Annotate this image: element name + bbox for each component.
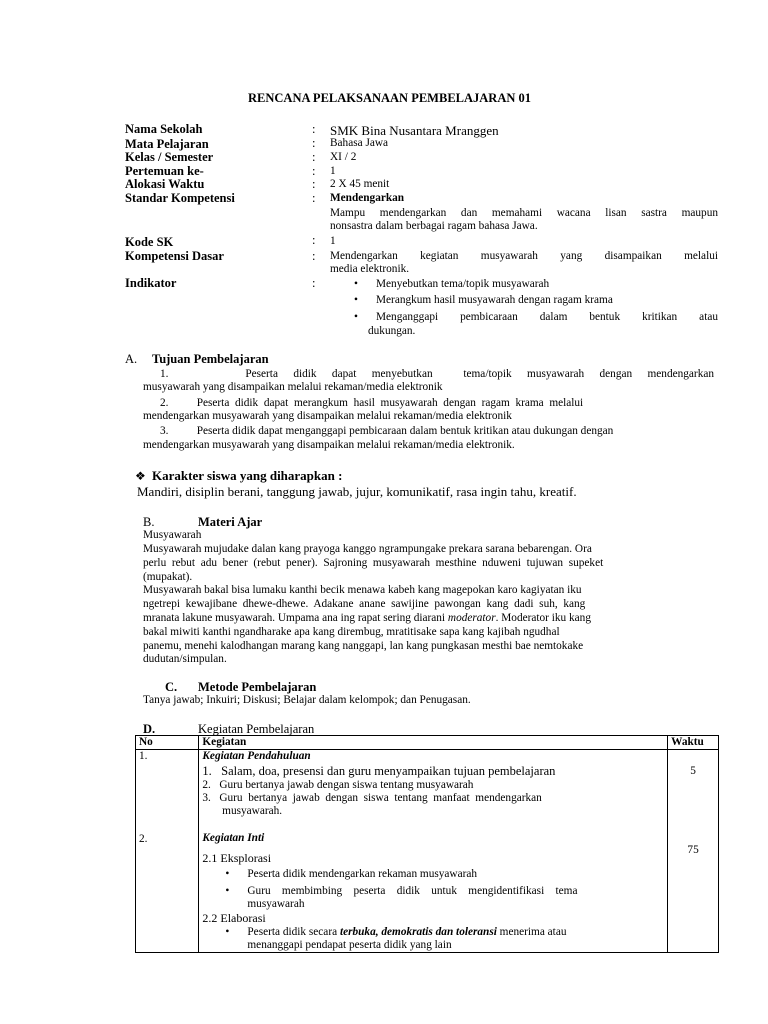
waktu-value: 75	[687, 844, 699, 856]
label-indikator: Indikator	[125, 276, 177, 290]
colon: :	[312, 233, 316, 247]
value-kode-sk: 1	[330, 235, 336, 247]
row-no-text: 1.	[139, 750, 148, 762]
colon: :	[312, 276, 316, 290]
label-pertemuan: Pertemuan ke-	[125, 164, 204, 178]
materi-line: ngetrepi kewajibane dhewe-dhewe. Adakane anane sawijine pawongan kang dadi suh, kang	[143, 598, 586, 610]
column-header-no: No	[136, 736, 199, 750]
label-kelas-semester: Kelas / Semester	[125, 150, 214, 164]
kegiatan-bullet-text: menerima atau	[496, 926, 567, 938]
kegiatan-item: musyawarah.	[202, 805, 283, 817]
section-letter: C.	[165, 680, 178, 694]
value-kelas-semester: XI / 2	[330, 151, 357, 163]
section-heading: Metode Pembelajaran	[198, 680, 317, 694]
kegiatan-title: Kegiatan Inti	[202, 832, 265, 844]
colon: :	[312, 150, 316, 164]
kegiatan-bullet-emphasis: terbuka, demokratis dan toleransi	[339, 926, 497, 938]
standar-kompetensi-detail: Mampu mendengarkan dan memahami wacana lisan sastra maupun	[330, 207, 718, 219]
tujuan-line: mendengarkan musyawarah yang disampaikan melalui rekaman/media elektronik	[143, 410, 512, 422]
colon: :	[312, 122, 316, 136]
colon: :	[312, 191, 316, 205]
row-kegiatan	[199, 750, 668, 953]
karakter-heading: Karakter siswa yang diharapkan :	[152, 468, 343, 483]
kegiatan-item: 2. Guru bertanya jawab dengan siswa tentang musyawarah	[202, 779, 474, 791]
section-letter: D.	[143, 722, 156, 736]
kegiatan-subheading: 2.2 Elaborasi	[202, 911, 266, 925]
materi-line: Musyawarah bakal bisa lumaku kanthi becik menawa kabeh kang magepokan karo kagiyatan iku	[143, 584, 582, 596]
waktu-value: 5	[690, 765, 696, 777]
tujuan-line: 3. Peserta didik dapat menganggapi pembicaraan dalam bentuk kritikan atau dukungan dengan	[160, 425, 614, 437]
kegiatan-item: 3. Guru bertanya jawab dengan siswa tentang manfaat mendengarkan	[202, 792, 542, 804]
kegiatan-bullet-text: Peserta didik mendengarkan rekaman musyawarah	[247, 868, 478, 880]
value-alokasi-waktu: 2 X 45 menit	[330, 178, 390, 190]
label-kode-sk: Kode SK	[125, 235, 174, 249]
kegiatan-bullet-cont: menanggapi pendapat peserta didik yang lain	[247, 939, 452, 951]
tujuan-line: musyawarah yang disampaikan melalui rekaman/media elektronik	[143, 381, 443, 393]
kegiatan-title: Kegiatan Pendahuluan	[202, 750, 311, 762]
kegiatan-bullet	[202, 885, 664, 898]
label-nama-sekolah: Nama Sekolah	[125, 122, 203, 136]
materi-line: Musyawarah mujudake dalan kang prayoga kanggo ngrampungake prekara sarana bebarengan. Ora	[143, 543, 592, 555]
row-no	[136, 750, 199, 953]
tujuan-line: mendengarkan musyawarah yang disampaikan melalui rekaman/media elektronik.	[143, 439, 515, 451]
colon: :	[312, 249, 316, 263]
kegiatan-table	[135, 735, 719, 953]
materi-subtitle: Musyawarah	[143, 529, 202, 541]
value-kompetensi-dasar: Mendengarkan kegiatan musyawarah yang disampaikan melalui	[330, 250, 718, 262]
value-mata-pelajaran: Bahasa Jawa	[330, 137, 389, 149]
colon: :	[312, 164, 316, 178]
table-header-row	[136, 736, 719, 750]
section-heading: Kegiatan Pembelajaran	[198, 722, 315, 736]
tujuan-line: 1. Peserta didik dapat menyebutkan tema/topik musyawarah dengan mendengarkan	[160, 368, 714, 380]
row-no-text: 2.	[139, 833, 148, 845]
karakter-text: Mandiri, disiplin berani, tanggung jawab, jujur, komunikatif, rasa ingin tahu, kreatif.	[137, 484, 577, 499]
section-letter: B.	[143, 515, 155, 529]
diamond-bullet-icon: ❖	[135, 469, 146, 483]
column-header-waktu: Waktu	[668, 736, 719, 750]
tujuan-line: 2. Peserta didik dapat merangkum hasil musyawarah dengan ragam krama melalui	[160, 397, 584, 409]
indikator-item: • Menyebutkan tema/topik musyawarah	[376, 278, 549, 291]
value-nama-sekolah: SMK Bina Nusantara Mranggen	[330, 123, 499, 138]
value-pertemuan: 1	[330, 165, 336, 177]
section-heading: Materi Ajar	[198, 515, 263, 529]
kegiatan-bullet-text: Peserta didik secara	[247, 926, 340, 938]
kegiatan-subheading: 2.1 Eksplorasi	[202, 851, 272, 865]
materi-line: panemu, menehi kalodhangan marang kang nanggapi, lan kang pungkasan mesthi bae nemtokake	[143, 640, 584, 652]
indikator-item-cont: dukungan.	[368, 325, 416, 337]
document-title: RENCANA PELAKSANAAN PEMBELAJARAN 01	[248, 91, 532, 105]
row-waktu	[668, 750, 719, 953]
colon: :	[312, 136, 316, 150]
indikator-item: • Menganggapi pembicaraan dalam bentuk kritikan atau	[376, 311, 718, 324]
kegiatan-bullet-cont: musyawarah	[247, 898, 305, 910]
label-standar-kompetensi: Standar Kompetensi	[125, 191, 235, 205]
section-letter: A.	[125, 352, 138, 366]
column-header-kegiatan: Kegiatan	[199, 736, 668, 750]
value-kompetensi-dasar: media elektronik.	[330, 263, 410, 275]
label-alokasi-waktu: Alokasi Waktu	[125, 177, 205, 191]
kegiatan-bullet-text: Guru membimbing peserta didik untuk mengidentifikasi tema	[247, 885, 578, 897]
label-kompetensi-dasar: Kompetensi Dasar	[125, 249, 224, 263]
section-heading: Tujuan Pembelajaran	[152, 352, 269, 366]
materi-line: (mupakat).	[143, 571, 193, 583]
label-mata-pelajaran: Mata Pelajaran	[125, 137, 209, 151]
metode-text: Tanya jawab; Inkuiri; Diskusi; Belajar dalam kelompok; dan Penugasan.	[143, 694, 471, 706]
kegiatan-bullet	[202, 926, 664, 939]
indikator-item: • Merangkum hasil musyawarah dengan ragam krama	[376, 294, 613, 307]
materi-line: mranata lakune musyawarah. Umpama ana ing rapat sering diarani moderator. Moderator iku kang	[143, 612, 591, 624]
materi-line: dudutan/simpulan.	[143, 653, 227, 665]
colon: :	[312, 177, 316, 191]
kegiatan-bullet	[202, 868, 664, 881]
value-standar-kompetensi: Mendengarkan	[330, 192, 405, 204]
materi-line: perlu rebut adu bener (rebut pener). Sajroning musyawarah mesthine nduweni tujuwan supeket	[143, 557, 604, 569]
standar-kompetensi-detail: nonsastra dalam berbagai ragam bahasa Jawa.	[330, 220, 538, 232]
materi-line: bakal miwiti kanthi ngandharake apa kang dirembug, mratitisake sapa kang kajibah ngudhal	[143, 626, 560, 638]
kegiatan-item: 1. Salam, doa, presensi dan guru menyampaikan tujuan pembelajaran	[202, 764, 556, 778]
table-row	[136, 750, 719, 953]
